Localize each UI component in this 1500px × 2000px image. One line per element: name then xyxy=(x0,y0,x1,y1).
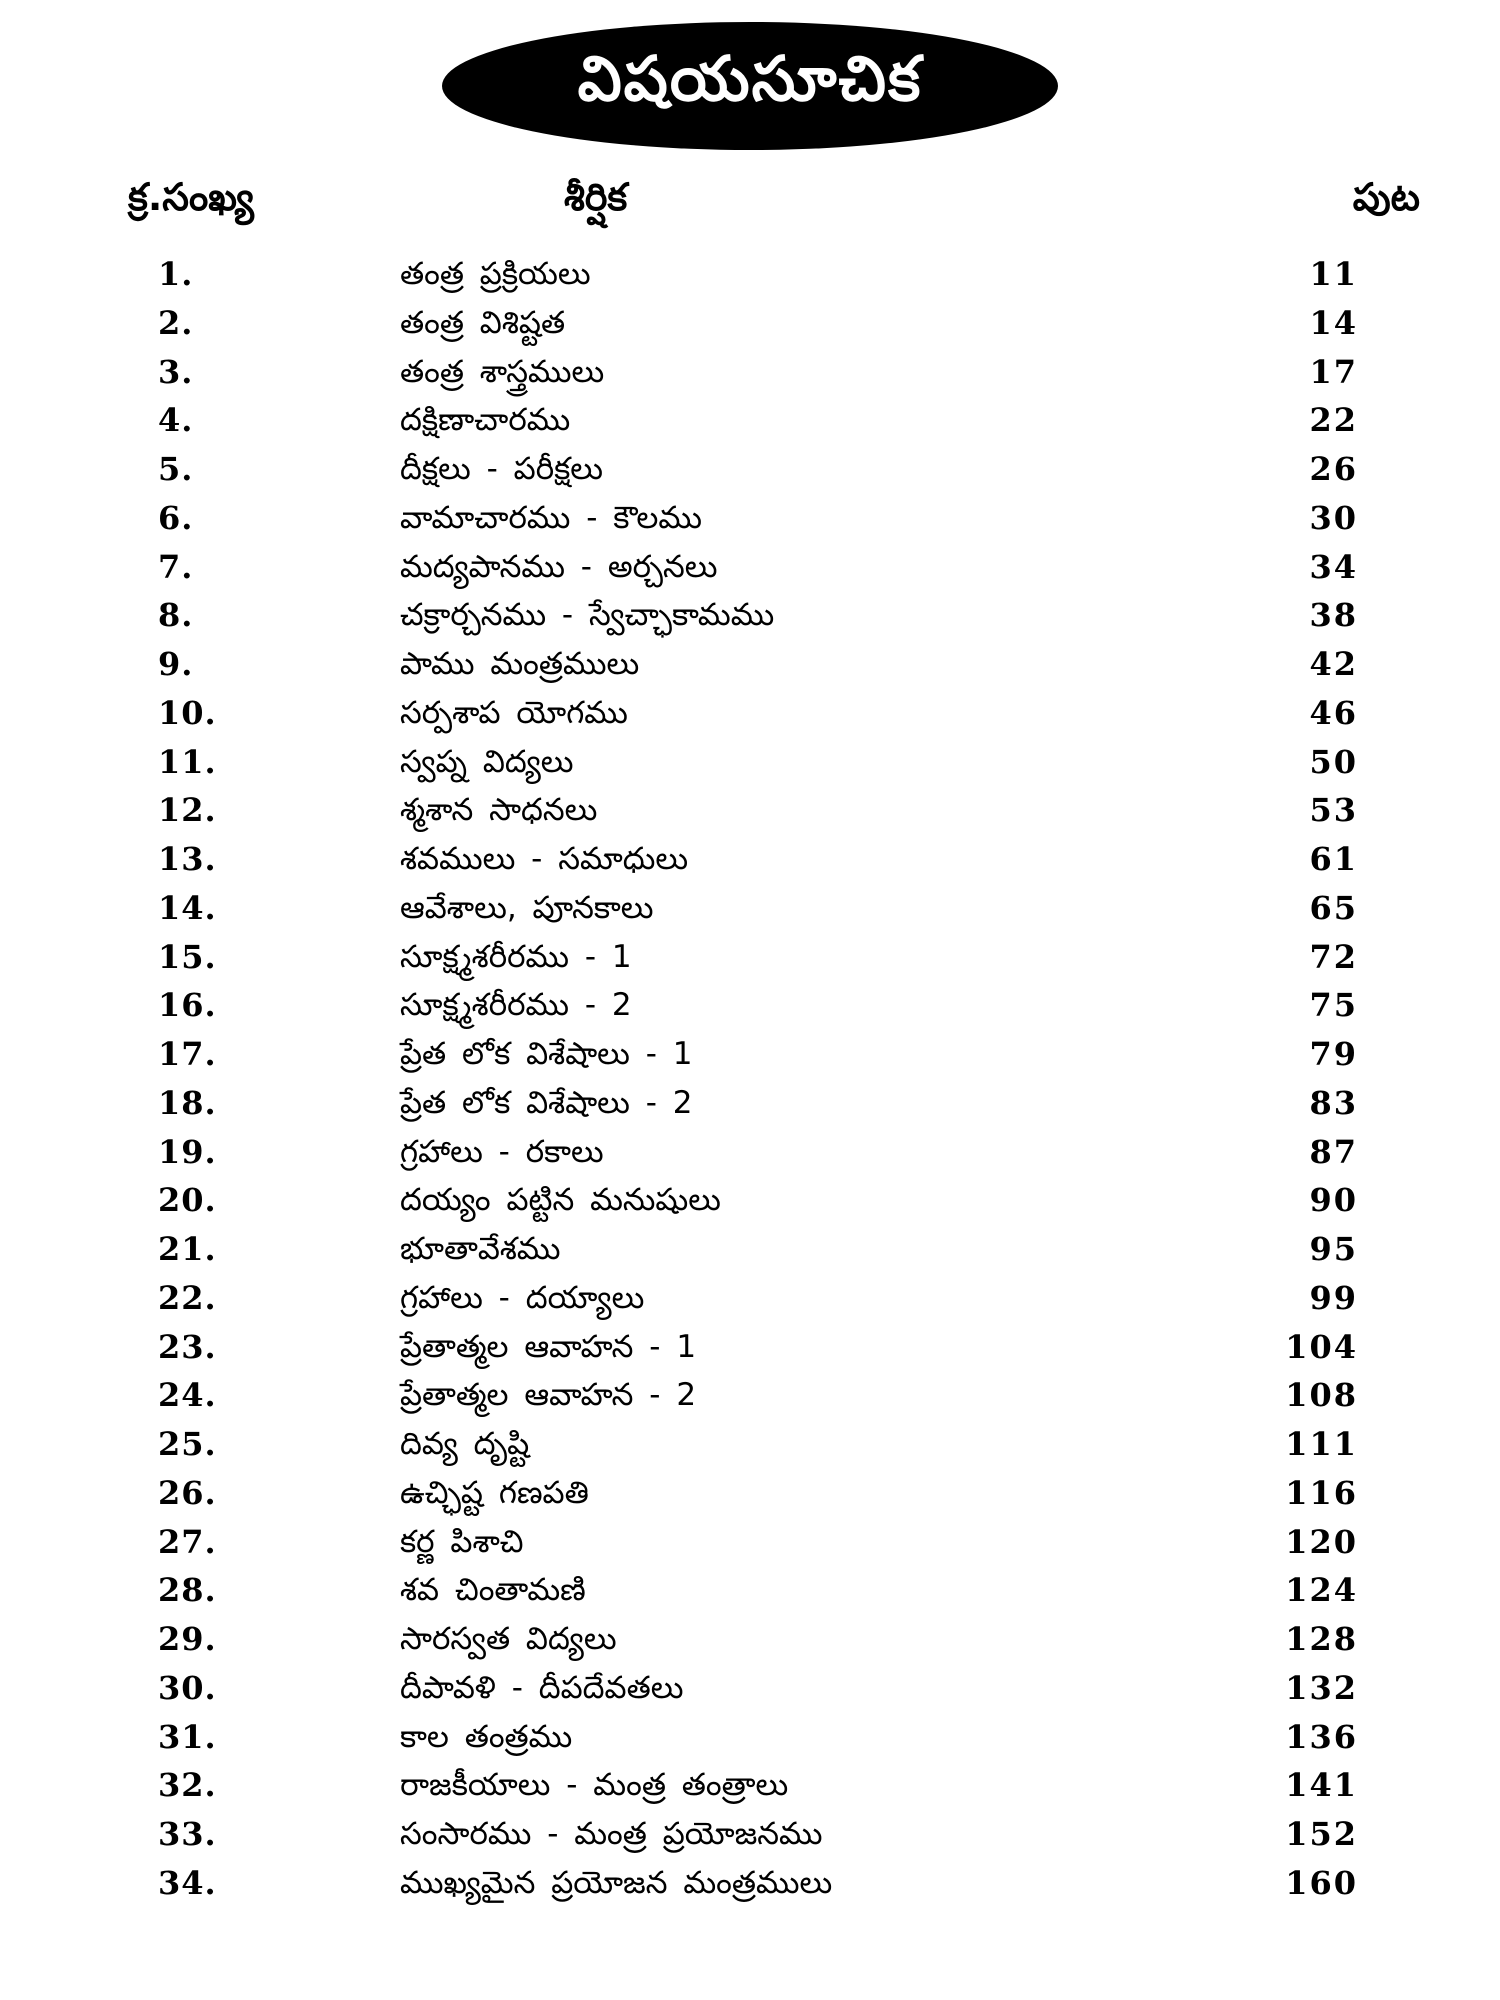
column-headers xyxy=(0,165,1500,235)
list-item xyxy=(0,1761,1500,1810)
list-item xyxy=(0,396,1500,445)
list-item xyxy=(0,494,1500,543)
list-item xyxy=(0,786,1500,835)
entry-page: 141 xyxy=(1285,1766,1358,1805)
entry-title: ప్రేత లోక విశేషాలు - 1 xyxy=(400,1036,693,1072)
list-item xyxy=(0,1518,1500,1567)
title-banner xyxy=(0,22,1500,150)
entry-title: దీపావళి - దీపదేవతలు xyxy=(400,1669,684,1706)
list-item xyxy=(0,445,1500,494)
entry-page: 14 xyxy=(1309,303,1358,342)
list-item xyxy=(0,835,1500,884)
list-item xyxy=(0,1225,1500,1274)
entry-title: తంత్ర శాస్త్రములు xyxy=(400,353,605,390)
entry-title: దీక్షలు - పరీక్షలు xyxy=(400,451,603,487)
entry-number: 1. xyxy=(158,255,194,293)
list-item xyxy=(0,933,1500,982)
entry-title: రాజకీయాలు - మంత్ర తంత్రాలు xyxy=(400,1767,789,1804)
entry-number: 34. xyxy=(158,1863,217,1902)
entry-page: 75 xyxy=(1309,986,1358,1025)
entry-page: 124 xyxy=(1285,1571,1358,1610)
list-item xyxy=(0,1810,1500,1859)
entry-title: పాము మంత్రములు xyxy=(400,646,640,682)
entry-page: 128 xyxy=(1285,1620,1358,1658)
entry-number: 9. xyxy=(158,645,194,683)
entry-number: 20. xyxy=(158,1181,217,1220)
entry-number: 16. xyxy=(158,986,217,1025)
entry-number: 23. xyxy=(158,1327,217,1366)
entry-number: 26. xyxy=(158,1473,217,1512)
list-item xyxy=(0,348,1500,397)
entry-number: 22. xyxy=(158,1278,217,1317)
list-item xyxy=(0,738,1500,787)
entry-number: 5. xyxy=(158,450,194,488)
entry-page: 136 xyxy=(1285,1717,1358,1756)
entry-title: ప్రేతాత్మల ఆవాహన - 2 xyxy=(400,1377,697,1414)
entry-page: 50 xyxy=(1309,742,1358,781)
entry-page: 120 xyxy=(1285,1522,1358,1561)
list-item xyxy=(0,1128,1500,1177)
entry-page: 132 xyxy=(1285,1668,1358,1707)
entry-number: 2. xyxy=(158,303,194,342)
entry-number: 12. xyxy=(158,791,217,830)
entry-number: 32. xyxy=(158,1766,217,1805)
entry-page: 79 xyxy=(1309,1035,1358,1073)
entry-page: 11 xyxy=(1309,255,1358,293)
entry-page: 65 xyxy=(1309,888,1358,927)
entry-page: 34 xyxy=(1309,547,1358,586)
entry-title: సర్పశాప యోగము xyxy=(400,694,628,731)
entry-number: 3. xyxy=(158,352,194,391)
entry-page: 160 xyxy=(1285,1863,1358,1902)
entry-page: 111 xyxy=(1285,1425,1358,1463)
entry-number: 19. xyxy=(158,1132,217,1171)
page-title: విషయసూచిక xyxy=(442,22,1058,150)
entry-title: కాల తంత్రము xyxy=(400,1718,573,1755)
entry-page: 152 xyxy=(1285,1815,1358,1853)
list-item xyxy=(0,1079,1500,1128)
entry-page: 116 xyxy=(1285,1473,1358,1512)
list-item xyxy=(0,1713,1500,1762)
entry-title: దివ్య దృష్టి xyxy=(400,1426,530,1462)
entry-title: దయ్యం పట్టిన మనుషులు xyxy=(400,1182,721,1219)
entry-title: శ్మశాన సాధనలు xyxy=(400,792,598,829)
entry-page: 22 xyxy=(1309,401,1358,440)
entry-page: 38 xyxy=(1309,596,1358,635)
list-item xyxy=(0,1274,1500,1323)
entry-number: 13. xyxy=(158,840,217,878)
column-header-page: పుట xyxy=(1352,175,1420,219)
entry-number: 33. xyxy=(158,1815,217,1853)
entry-title: గ్రహాలు - రకాలు xyxy=(400,1133,604,1170)
entry-number: 6. xyxy=(158,498,194,537)
list-item xyxy=(0,689,1500,738)
list-item xyxy=(0,1176,1500,1225)
entry-page: 104 xyxy=(1285,1327,1358,1366)
entry-page: 90 xyxy=(1309,1181,1358,1220)
entry-title: శవములు - సమాధులు xyxy=(400,841,689,877)
list-item xyxy=(0,1030,1500,1079)
entry-number: 15. xyxy=(158,937,217,976)
entry-page: 99 xyxy=(1309,1278,1358,1317)
entry-number: 7. xyxy=(158,547,194,586)
entry-title: ఆవేశాలు, పూనకాలు xyxy=(400,889,654,926)
entry-number: 14. xyxy=(158,888,217,927)
entry-number: 24. xyxy=(158,1376,217,1415)
entry-title: తంత్ర ప్రక్రియలు xyxy=(400,256,591,292)
entry-title: శవ చింతామణి xyxy=(400,1572,586,1609)
entry-title: సంసారము - మంత్ర ప్రయోజనము xyxy=(400,1816,823,1852)
entry-number: 8. xyxy=(158,596,194,635)
entry-page: 30 xyxy=(1309,498,1358,537)
entry-number: 10. xyxy=(158,693,217,732)
entry-page: 72 xyxy=(1309,937,1358,976)
list-item xyxy=(0,1420,1500,1469)
entry-page: 108 xyxy=(1285,1376,1358,1415)
list-item xyxy=(0,1323,1500,1372)
list-item xyxy=(0,1371,1500,1420)
entry-title: భూతావేశము xyxy=(400,1231,561,1267)
entry-title: సారస్వత విద్యలు xyxy=(400,1621,617,1657)
entry-page: 61 xyxy=(1309,840,1358,878)
entry-title: సూక్ష్మశరీరము - 1 xyxy=(400,938,632,975)
list-item xyxy=(0,591,1500,640)
list-item xyxy=(0,1664,1500,1713)
entry-number: 29. xyxy=(158,1620,217,1658)
entry-number: 30. xyxy=(158,1668,217,1707)
entry-number: 28. xyxy=(158,1571,217,1610)
entry-page: 46 xyxy=(1309,693,1358,732)
entry-number: 31. xyxy=(158,1717,217,1756)
list-item xyxy=(0,250,1500,299)
entry-number: 18. xyxy=(158,1083,217,1122)
entry-title: సూక్ష్మశరీరము - 2 xyxy=(400,987,632,1024)
entry-number: 27. xyxy=(158,1522,217,1561)
entry-title: వామాచారము - కౌలము xyxy=(400,499,702,536)
list-item xyxy=(0,299,1500,348)
entry-page: 26 xyxy=(1309,450,1358,488)
entry-title: మద్యపానము - అర్చనలు xyxy=(400,548,718,585)
entry-number: 11. xyxy=(158,742,217,781)
entry-number: 21. xyxy=(158,1230,217,1268)
entry-page: 42 xyxy=(1309,645,1358,683)
list-item xyxy=(0,884,1500,933)
list-item xyxy=(0,981,1500,1030)
table-of-contents xyxy=(0,250,1500,1908)
list-item xyxy=(0,1859,1500,1908)
entry-page: 95 xyxy=(1309,1230,1358,1268)
list-item xyxy=(0,640,1500,689)
entry-title: స్వప్న విద్యలు xyxy=(400,743,574,780)
entry-page: 17 xyxy=(1309,352,1358,391)
entry-page: 83 xyxy=(1309,1083,1358,1122)
list-item xyxy=(0,543,1500,592)
list-item xyxy=(0,1469,1500,1518)
entry-title: గ్రహాలు - దయ్యాలు xyxy=(400,1279,645,1316)
entry-title: ముఖ్యమైన ప్రయోజన మంత్రములు xyxy=(400,1864,833,1901)
entry-page: 53 xyxy=(1309,791,1358,830)
list-item xyxy=(0,1615,1500,1664)
entry-title: తంత్ర విశిష్టత xyxy=(400,304,566,341)
list-item xyxy=(0,1566,1500,1615)
entry-number: 4. xyxy=(158,401,194,440)
column-header-number: క్ర.సంఖ్య xyxy=(128,175,254,219)
entry-page: 87 xyxy=(1309,1132,1358,1171)
entry-title: ఉచ్ఛిష్ట గణపతి xyxy=(400,1474,589,1511)
entry-title: చక్రార్చనము - స్వేచ్ఛాకామము xyxy=(400,597,775,634)
entry-title: కర్ణ పిశాచి xyxy=(400,1523,524,1560)
column-header-title: శీర్షిక xyxy=(564,175,628,219)
entry-number: 25. xyxy=(158,1425,217,1463)
entry-title: ప్రేత లోక విశేషాలు - 2 xyxy=(400,1084,693,1121)
entry-number: 17. xyxy=(158,1035,217,1073)
entry-title: దక్షిణాచారము xyxy=(400,402,571,439)
entry-title: ప్రేతాత్మల ఆవాహన - 1 xyxy=(400,1328,697,1365)
